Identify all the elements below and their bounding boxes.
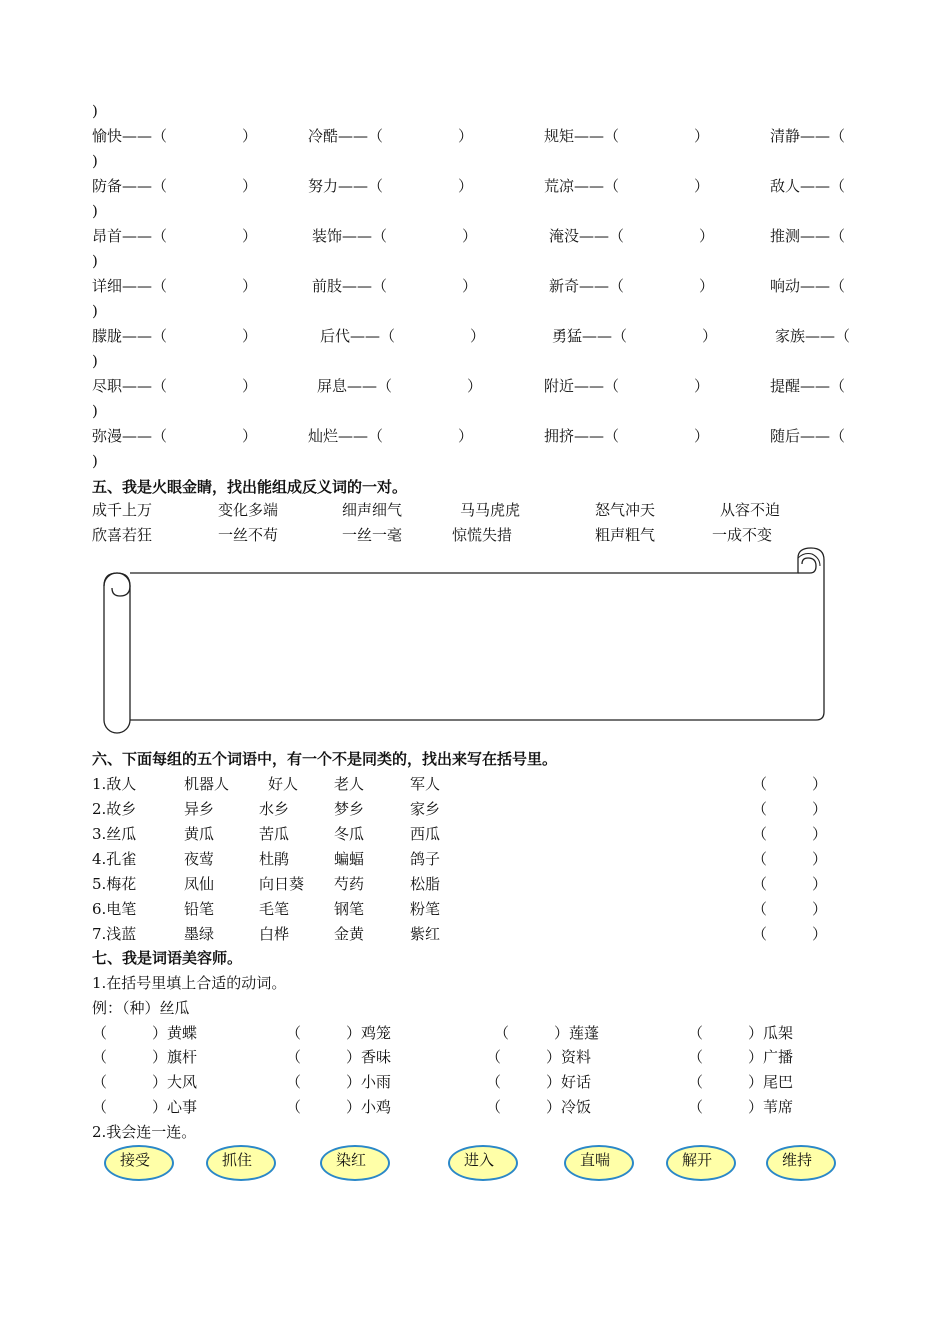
connect-word-oval[interactable] [206, 1145, 276, 1181]
idiom-word: 马马虎虎 [460, 501, 521, 519]
group-word: 梦乡 [334, 800, 365, 818]
line-close-paren: ) [92, 352, 98, 370]
fill-blank-item[interactable]: （ ）广播 [688, 1048, 794, 1066]
answer-blank[interactable]: （ ） [752, 825, 828, 843]
line-close-paren: ) [92, 102, 98, 120]
group-word: 毛笔 [259, 900, 290, 918]
fill-blank-item[interactable]: （ ）鸡笼 [286, 1024, 392, 1042]
fill-blank-item[interactable]: （ ）资料 [486, 1048, 592, 1066]
antonym-item: 前肢——（ ） [312, 277, 478, 295]
group-word: 水乡 [259, 800, 290, 818]
group-word: 冬瓜 [334, 825, 365, 843]
group-row [0, 849, 950, 869]
fill-blank-item[interactable]: （ ）尾巴 [688, 1073, 794, 1091]
antonym-item: 冷酷——（ ） [308, 127, 474, 145]
antonym-item: 弥漫——（ ） [92, 427, 258, 445]
answer-blank[interactable]: （ ） [752, 850, 828, 868]
section5-title: 五、我是火眼金睛，找出能组成反义词的一对。 [92, 478, 408, 496]
oval-label: 染红 [336, 1151, 367, 1169]
group-word: 6.电笔 [92, 900, 137, 918]
group-word: 2.故乡 [92, 800, 137, 818]
idiom-word: 一丝一毫 [342, 526, 403, 544]
antonym-row [0, 326, 950, 346]
connect-word-oval[interactable] [666, 1145, 736, 1181]
antonym-item: 清静——（ [770, 127, 846, 145]
group-word: 老人 [334, 775, 365, 793]
connect-word-oval[interactable] [104, 1145, 174, 1181]
oval-label: 接受 [120, 1151, 151, 1169]
oval-label: 直喘 [580, 1151, 611, 1169]
antonym-row [0, 276, 950, 296]
antonym-row [0, 376, 950, 396]
antonym-item: 响动——（ [770, 277, 846, 295]
line-close-paren: ) [92, 252, 98, 270]
antonym-item: 装饰——（ ） [312, 227, 478, 245]
group-word: 异乡 [184, 800, 215, 818]
group-word: 钢笔 [334, 900, 365, 918]
answer-blank[interactable]: （ ） [752, 925, 828, 943]
group-row [0, 774, 950, 794]
connect-word-oval[interactable] [766, 1145, 836, 1181]
antonym-item: 淹没——（ ） [549, 227, 715, 245]
group-word: 松脂 [410, 875, 441, 893]
group-word: 金黄 [334, 925, 365, 943]
answer-scroll-area[interactable] [100, 546, 830, 746]
idiom-word: 成千上万 [92, 501, 153, 519]
antonym-item: 灿烂——（ ） [308, 427, 474, 445]
fill-blank-item[interactable]: （ ）好话 [486, 1073, 592, 1091]
antonym-item: 愉快——（ ） [92, 127, 258, 145]
group-word: 墨绿 [184, 925, 215, 943]
group-word: 鸽子 [410, 850, 441, 868]
group-word: 4.孔雀 [92, 850, 137, 868]
group-word: 好人 [268, 775, 299, 793]
oval-label: 解开 [682, 1151, 713, 1169]
antonym-item: 防备——（ ） [92, 177, 258, 195]
group-row [0, 874, 950, 894]
answer-blank[interactable]: （ ） [752, 775, 828, 793]
group-word: 紫红 [410, 925, 441, 943]
group-word: 苦瓜 [259, 825, 290, 843]
fill-row [0, 1097, 950, 1117]
connect-word-oval[interactable] [564, 1145, 634, 1181]
antonym-item: 规矩——（ ） [544, 127, 710, 145]
antonym-row [0, 226, 950, 246]
antonym-item: 后代——（ ） [320, 327, 486, 345]
antonym-item: 努力——（ ） [308, 177, 474, 195]
group-word: 夜莺 [184, 850, 215, 868]
section7-title: 七、我是词语美容师。 [92, 949, 243, 967]
idiom-word: 粗声粗气 [595, 526, 656, 544]
idiom-word: 惊慌失措 [452, 526, 513, 544]
section6-title: 六、下面每组的五个词语中，有一个不是同类的，找出来写在括号里。 [92, 750, 558, 768]
fill-row [0, 1047, 950, 1067]
group-word: 家乡 [410, 800, 441, 818]
idiom-word: 一成不变 [712, 526, 773, 544]
group-word: 机器人 [184, 775, 230, 793]
antonym-item: 提醒——（ [770, 377, 846, 395]
antonym-item: 尽职——（ ） [92, 377, 258, 395]
group-word: 向日葵 [259, 875, 305, 893]
fill-blank-item[interactable]: （ ）心事 [92, 1098, 198, 1116]
fill-row [0, 1072, 950, 1092]
connect-word-oval[interactable] [320, 1145, 390, 1181]
subtask-2-label: 2.我会连一连。 [92, 1123, 197, 1141]
antonym-item: 随后——（ [770, 427, 846, 445]
oval-label: 进入 [464, 1151, 495, 1169]
connect-word-oval[interactable] [448, 1145, 518, 1181]
group-word: 军人 [410, 775, 441, 793]
antonym-row [0, 126, 950, 146]
antonym-item: 新奇——（ ） [549, 277, 715, 295]
fill-blank-item[interactable]: （ ）小鸡 [286, 1098, 392, 1116]
fill-blank-item[interactable]: （ ）冷饭 [486, 1098, 592, 1116]
idiom-word: 变化多端 [218, 501, 279, 519]
antonym-item: 详细——（ ） [92, 277, 258, 295]
group-word: 杜鹃 [259, 850, 290, 868]
group-word: 铅笔 [184, 900, 215, 918]
group-word: 1.敌人 [92, 775, 137, 793]
antonym-item: 敌人——（ [770, 177, 846, 195]
antonym-item: 勇猛——（ ） [552, 327, 718, 345]
antonym-row [0, 426, 950, 446]
fill-blank-item[interactable]: （ ）香味 [286, 1048, 392, 1066]
idiom-row [0, 500, 950, 520]
group-word: 西瓜 [410, 825, 441, 843]
group-word: 凤仙 [184, 875, 215, 893]
idiom-word: 一丝不苟 [218, 526, 279, 544]
antonym-item: 屏息——（ ） [317, 377, 483, 395]
line-close-paren: ) [92, 302, 98, 320]
group-row [0, 824, 950, 844]
oval-label: 维持 [782, 1151, 813, 1169]
line-close-paren: ) [92, 202, 98, 220]
fill-blank-item[interactable]: （ ）瓜架 [688, 1024, 794, 1042]
fill-blank-item[interactable]: （ ）苇席 [688, 1098, 794, 1116]
antonym-item: 昂首——（ ） [92, 227, 258, 245]
answer-blank[interactable]: （ ） [752, 800, 828, 818]
example-line: 例：（种）丝瓜 [92, 999, 190, 1017]
fill-blank-item[interactable]: （ ）莲蓬 [494, 1024, 600, 1042]
group-word: 7.浅蓝 [92, 925, 137, 943]
idiom-word: 从容不迫 [720, 501, 781, 519]
idiom-word: 细声细气 [342, 501, 403, 519]
subtask-1-label: 1.在括号里填上合适的动词。 [92, 974, 287, 992]
antonym-item: 推测——（ [770, 227, 846, 245]
fill-row [0, 1023, 950, 1043]
answer-blank[interactable]: （ ） [752, 900, 828, 918]
fill-blank-item[interactable]: （ ）黄蝶 [92, 1024, 198, 1042]
group-row [0, 899, 950, 919]
group-word: 黄瓜 [184, 825, 215, 843]
antonym-item: 荒凉——（ ） [544, 177, 710, 195]
idiom-word: 欣喜若狂 [92, 526, 153, 544]
fill-blank-item[interactable]: （ ）大风 [92, 1073, 198, 1091]
antonym-row [0, 176, 950, 196]
antonym-item: 附近——（ ） [544, 377, 710, 395]
line-close-paren: ) [92, 402, 98, 420]
group-word: 蝙蝠 [334, 850, 365, 868]
answer-blank[interactable]: （ ） [752, 875, 828, 893]
group-word: 粉笔 [410, 900, 441, 918]
idiom-row [0, 525, 950, 545]
group-word: 芍药 [334, 875, 365, 893]
group-word: 白桦 [259, 925, 290, 943]
line-close-paren: ) [92, 152, 98, 170]
antonym-item: 朦胧——（ ） [92, 327, 258, 345]
group-word: 5.梅花 [92, 875, 137, 893]
group-row [0, 924, 950, 944]
idiom-word: 怒气冲天 [595, 501, 656, 519]
group-word: 3.丝瓜 [92, 825, 137, 843]
antonym-item: 家族——（ [775, 327, 851, 345]
line-close-paren: ) [92, 452, 98, 470]
fill-blank-item[interactable]: （ ）小雨 [286, 1073, 392, 1091]
fill-blank-item[interactable]: （ ）旗杆 [92, 1048, 198, 1066]
antonym-item: 拥挤——（ ） [544, 427, 710, 445]
group-row [0, 799, 950, 819]
oval-label: 抓住 [222, 1151, 253, 1169]
